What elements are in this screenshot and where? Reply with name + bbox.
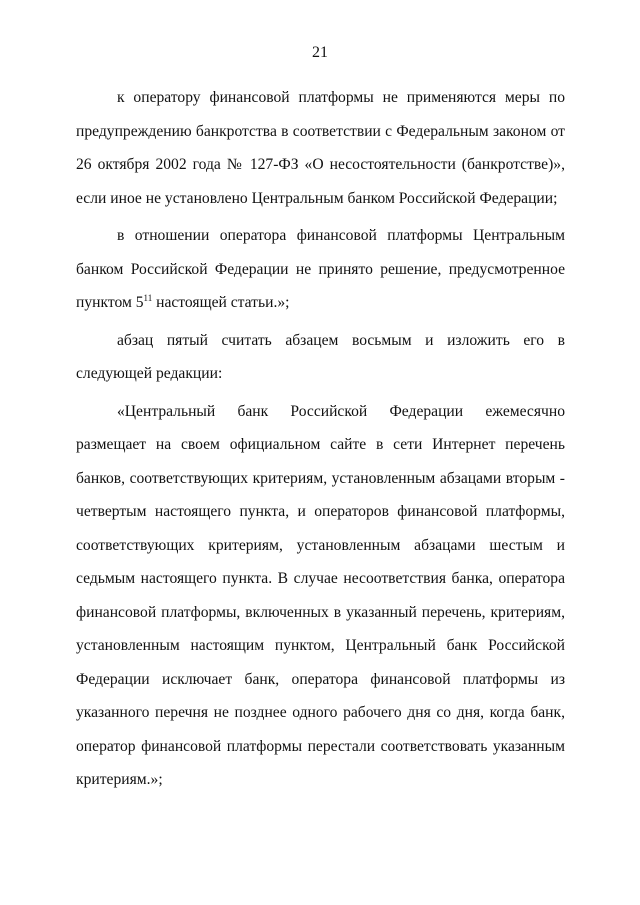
paragraph-text-after-sup: настоящей статьи.»; [152,294,290,311]
paragraph-text-before-sup: в отношении оператора финансовой платформы Центральным банком Российской Федерации не принято решение, предусмотренное пунктом 5 [76,227,565,311]
page-number: 21 [312,44,328,61]
paragraph-quoted-amendment: «Центральный банк Российской Федерации ежемесячно размещает на своем официальном сайте в сети Интернет перечень банков, соответствующих критериям, установленным абзацами вторым - четвертым настоящего пункта, и операторов финансовой платформы, соответствующих критериям, установленным абзацами шестым и седьмым настоящего пункта. В случае несоответствия банка, оператора финансовой платформы, включенных в указанный перечень, критериям, установленным настоящим пунктом, Центральный банк Российской Федерации исключает банк, оператора финансовой платформы из указанного перечня не позднее одного рабочего дня со дня, когда банк, оператор финансовой платформы перестали соответствовать указанным критериям.»; [76,402,565,788]
paragraph-bankruptcy-measures: к оператору финансовой платформы не применяются меры по предупреждению банкротства в соответствии с Федеральным законом от 26 октября 2002 года № 127-ФЗ «О несостоятельности (банкротстве)», если иное не установлено Центральным банком Российской Федерации; [76,89,565,207]
superscript-index: 11 [143,293,153,303]
paragraph-amendment-instruction: абзац пятый считать абзацем восьмым и изложить его в следующей редакции: [76,331,565,382]
document-body [76,81,565,797]
paragraph-central-bank-decision [76,219,565,320]
